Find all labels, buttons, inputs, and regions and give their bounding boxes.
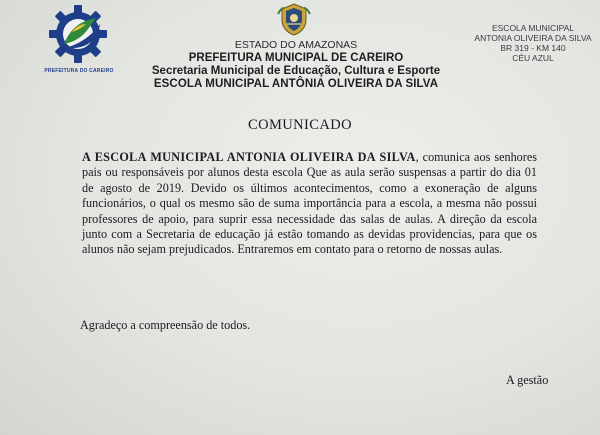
- address-line-1: ESCOLA MUNICIPAL: [491, 23, 575, 33]
- logo-caption: PREFEITURA DO CAREIRO: [44, 68, 114, 74]
- state-seal: [276, 2, 312, 36]
- document-title: COMUNICADO: [248, 117, 352, 133]
- secretaria-name: Secretaria Municipal de Educação, Cultura e Esporte: [151, 65, 441, 77]
- amazonas-seal-icon: [276, 2, 312, 36]
- gear-leaf-icon: [44, 4, 114, 68]
- prefeitura-name: PREFEITURA MUNICIPAL DE CAREIRO: [188, 52, 404, 64]
- institution-header: [150, 39, 442, 91]
- body-lead: A ESCOLA MUNICIPAL ANTONIA OLIVEIRA DA SILVA: [82, 150, 416, 164]
- address-line-2: ANTONIA OLIVEIRA DA SILVA: [474, 33, 592, 43]
- school-name: ESCOLA MUNICIPAL ANTÔNIA OLIVEIRA DA SILVA: [153, 78, 439, 90]
- prefeitura-logo: [44, 4, 114, 78]
- closing-line: Agradeço a compreensão de todos.: [80, 318, 251, 332]
- signature: A gestão: [506, 373, 549, 387]
- address-line-4: CÉU AZUL: [512, 53, 554, 63]
- announcement-body: [82, 150, 537, 258]
- address-line-3: BR 319 - KM 140: [500, 43, 566, 53]
- body-text: , comunica aos senhores pais ou responsáveis por alunos desta escola Que as aula serão suspensas a partir do dia 01 de agosto de 2019. Devido os últimos acontecimentos, como a exoneração de alguns funcionários, o qual os mesmo são de suma importância para a escola, a mesma não possui professores de apoio, para suprir essa necessidade das salas de aulas. A direção da escola junto com a Secretaria de educação já estão tomando as devidas providencias, para que os alunos não sejam prejudicados. Entraremos em contato para o retorno de nossas aulas.: [82, 150, 537, 257]
- school-address-block: [468, 23, 598, 63]
- state-name: ESTADO DO AMAZONAS: [234, 39, 358, 51]
